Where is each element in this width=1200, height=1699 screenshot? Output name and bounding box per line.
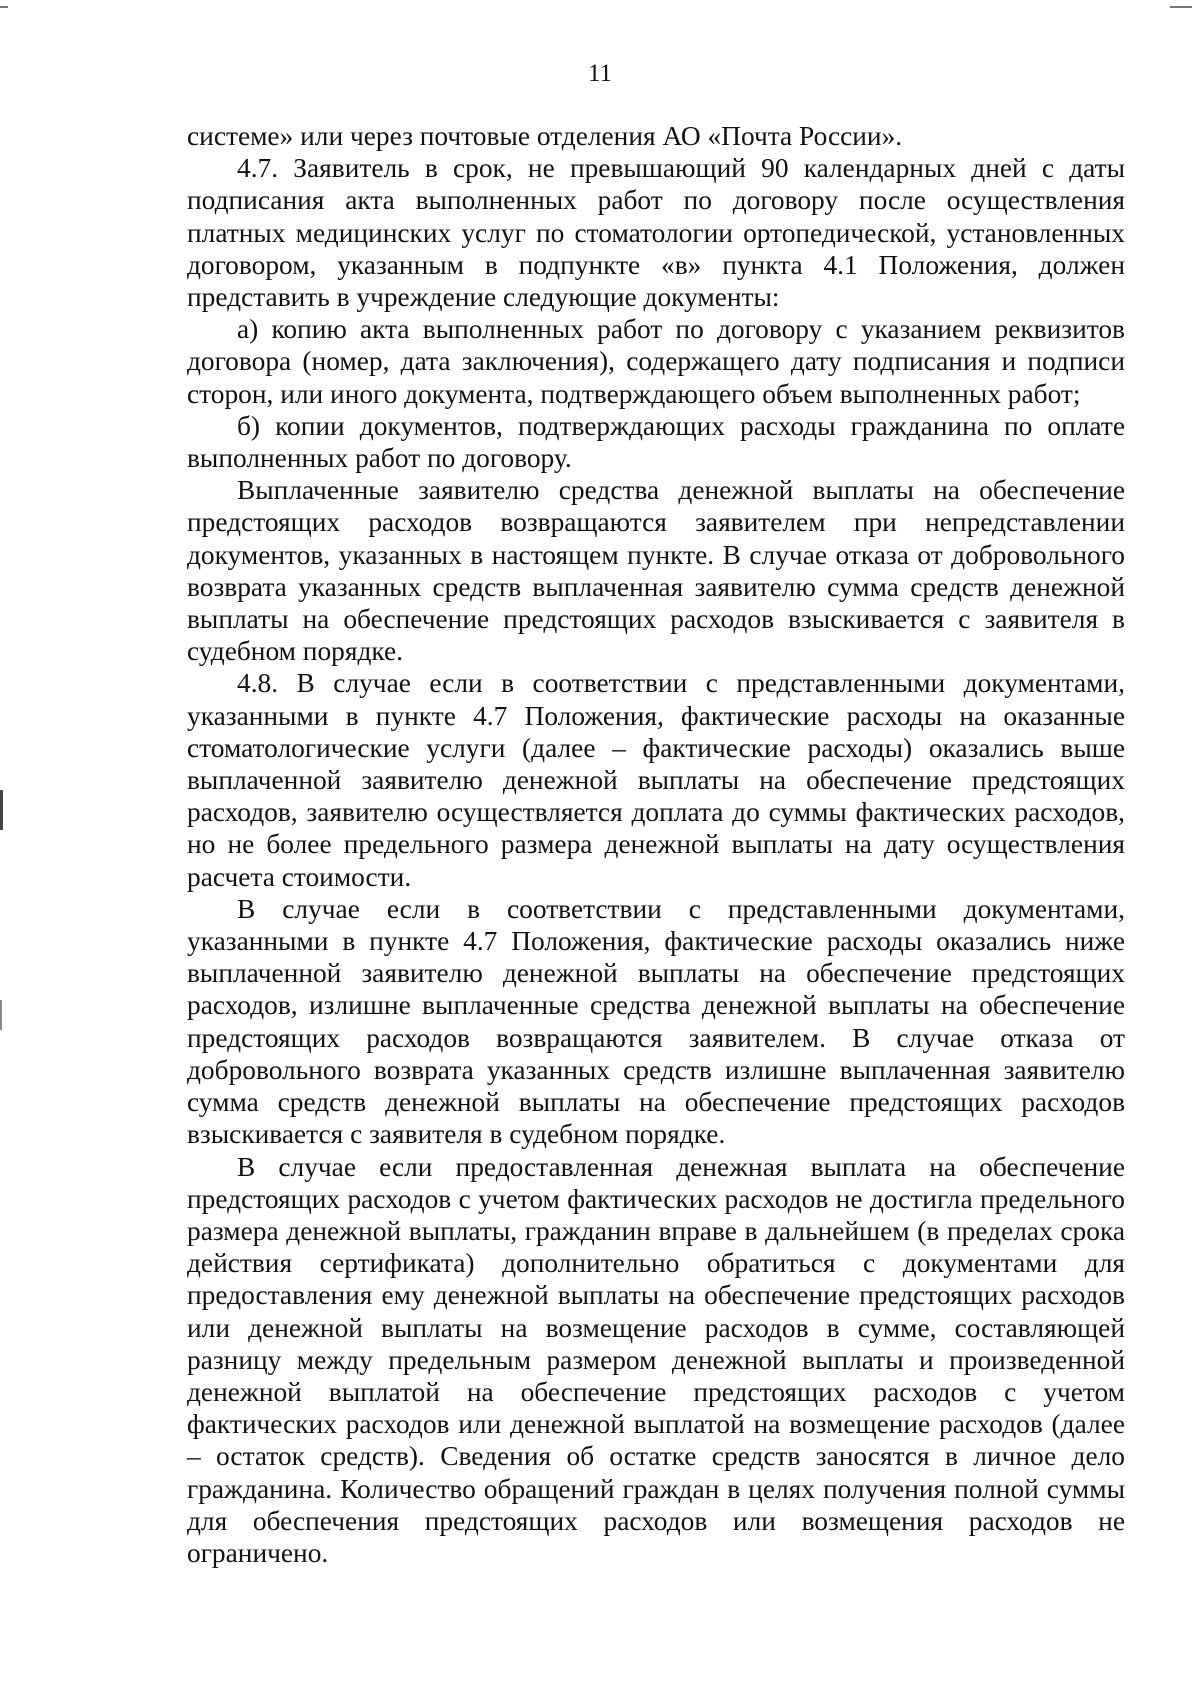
paragraph-4-7-a: а) копию акта выполненных работ по договору с указанием реквизитов договора (номер, дата заключения), содержащего дату подписания и подписи сторон, или иного документа, подтверждающего объем выполненных работ; — [187, 314, 1125, 409]
paragraph-4-7-b: б) копии документов, подтверждающих расходы гражданина по оплате выполненных работ по договору. — [187, 410, 1125, 474]
paragraph-4-8: 4.8. В случае если в соответствии с представленными документами, указанными в пункте 4.7 Положения, фактические расходы на оказанные стоматологические услуги (далее – фактические расходы) оказались выше выплаченной заявителю денежной выплаты на обеспечение предстоящих расходов, заявителю осуществляется доплата до суммы фактических расходов, но не более предельного размера денежной выплаты на дату осуществления расчета стоимости. — [187, 668, 1125, 892]
paragraph-remainder: В случае если предоставленная денежная выплата на обеспечение предстоящих расходов с учетом фактических расходов не достигла предельного размера денежной выплаты, гражданин вправе в дальнейшем (в пределах срока действия сертификата) дополнительно обратиться с документами для предоставления ему денежной выплаты на обеспечение предстоящих расходов или денежной выплаты на возмещение расходов в сумме, составляющей разницу между предельным размером денежной выплаты и произведенной денежной выплатой на обеспечение предстоящих расходов с учетом фактических расходов или денежной выплатой на возмещение расходов (далее – остаток средств). Сведения об остатке средств заносятся в личное дело гражданина. Количество обращений граждан в целях получения полной суммы для обеспечения предстоящих расходов или возмещения расходов не ограничено. — [187, 1151, 1125, 1568]
scan-mark-top-right — [1170, 6, 1192, 8]
scan-mark-top-left — [0, 6, 8, 8]
scan-mark-left-edge-lower — [0, 1000, 2, 1030]
paragraph-4-7: 4.7. Заявитель в срок, не превышающий 90 календарных дней с даты подписания акта выполненных работ по договору после осуществления платных медицинских услуг по стоматологии ортопедической, установленных договором, указанным в подпункте «в» пункта 4.1 Положения, должен представить в учреждение следующие документы: — [187, 153, 1125, 313]
paragraph-refund: Выплаченные заявителю средства денежной выплаты на обеспечение предстоящих расходов возвращаются заявителем при непредставлении документов, указанных в настоящем пункте. В случае отказа от добровольного возврата указанных средств выплаченная заявителю сумма средств денежной выплаты на обеспечение предстоящих расходов взыскивается с заявителя в судебном порядке. — [187, 475, 1125, 667]
document-body — [187, 120, 1125, 1569]
page-number: 11 — [587, 60, 613, 87]
scan-mark-left-edge — [0, 790, 3, 830]
paragraph-overpayment: В случае если в соответствии с представленными документами, указанными в пункте 4.7 Положения, фактические расходы оказались ниже выплаченной заявителю денежной выплаты на обеспечение предстоящих расходов, излишне выплаченные средства денежной выплаты на обеспечение предстоящих расходов возвращаются заявителем. В случае отказа от добровольного возврата указанных средств излишне выплаченная заявителю сумма средств денежной выплаты на обеспечение предстоящих расходов взыскивается с заявителя в судебном порядке. — [187, 893, 1125, 1150]
paragraph-continuation: системе» или через почтовые отделения АО «Почта России». — [187, 121, 903, 151]
